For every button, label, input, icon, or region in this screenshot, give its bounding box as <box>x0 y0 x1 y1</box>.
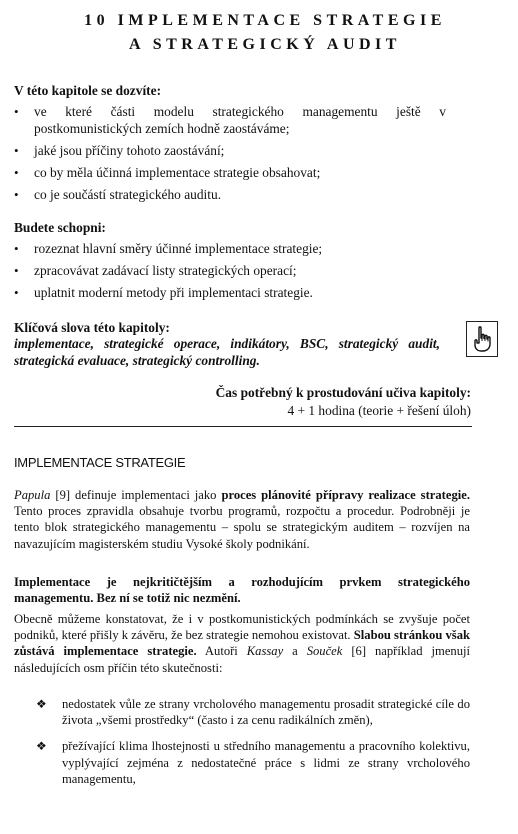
keywords-text: implementace, strategické operace, indikátory, BSC, strategický audit, strategická evaluace, strategický controlling. <box>14 336 440 368</box>
list-item: • rozeznat hlavní směry účinné implementace strategie; <box>14 241 323 256</box>
study-time-heading: Čas potřebný k prostudování učiva kapitoly: <box>215 385 471 400</box>
chapter-title-line1: 10 IMPLEMENTACE STRATEGIE <box>84 12 446 29</box>
chapter-title-line2: A STRATEGICKÝ AUDIT <box>129 36 401 53</box>
list-item: • co je součástí strategického auditu. <box>14 187 222 202</box>
list-item: • zpracovávat zadávací listy strategických operací; <box>14 263 297 278</box>
divider <box>14 426 472 427</box>
list-item: • uplatnit moderní metody při implementaci strategie. <box>14 285 313 300</box>
able-list <box>14 240 446 306</box>
bullet-icon: • <box>14 104 19 119</box>
list-item: • ve které části modelu strategického managementu ještě v postkomunistických zemích hodně zaostáváme; <box>14 104 446 136</box>
paragraph-definition: Papula [9] definuje implementaci jako proces plánovité přípravy realizace strategie. Tento proces zpravidla obsahuje tvorbu programů, rozpočtu a procedur. Podrobněji je tento blok strategického managementu – spolu se strategickým auditem – rozvíjen na navazujícím magisterském studiu Vysoké školy podnikání. <box>14 488 470 551</box>
paragraph-general: Obecně můžeme konstatovat, že i v postkomunistických podmínkách se zvyšuje počet podniků, které přišly k závěru, že bez strategie nemohou existovat. Slabou stránkou však zůstává implementace strategie. Autoři Kassay a Souček [6] například jmenují následujících osm příčin této skutečnosti: <box>14 612 470 675</box>
bullet-icon: • <box>14 165 19 180</box>
author-soucek: Souček <box>306 644 343 659</box>
pointing-hand-glyph <box>471 325 493 353</box>
list-item: ❖ nedostatek vůle ze strany vrcholového managementu prosadit strategické cíle do života „všemi prostředky“ (často i za cenu radikálních změn), <box>36 697 470 728</box>
learn-list <box>14 103 446 208</box>
keywords-heading: Klíčová slova této kapitoly: <box>14 320 170 335</box>
bullet-icon: • <box>14 143 19 158</box>
bullet-icon: • <box>14 187 19 202</box>
diamond-bullet-icon: ❖ <box>36 697 47 711</box>
section-heading: IMPLEMENTACE STRATEGIE <box>14 455 186 470</box>
able-heading: Budete schopni: <box>14 220 106 235</box>
bullet-icon: • <box>14 285 19 300</box>
author-papula: Papula <box>14 488 51 502</box>
list-item: • co by měla účinná implementace strategie obsahovat; <box>14 165 321 180</box>
pointing-hand-icon <box>466 321 498 357</box>
diamond-bullet-icon: ❖ <box>36 739 47 754</box>
study-time-value: 4 + 1 hodina (teorie + řešení úloh) <box>287 403 471 418</box>
paragraph-key-statement: Implementace je nejkritičtějším a rozhodujícím prvkem strategického managementu. Bez ní se totiž nic nezmění. <box>14 575 470 606</box>
list-item: • jaké jsou příčiny tohoto zaostávání; <box>14 143 225 158</box>
bullet-icon: • <box>14 241 19 256</box>
author-kassay: Kassay <box>246 644 284 659</box>
bullet-icon: • <box>14 263 19 278</box>
reasons-list <box>36 696 470 797</box>
list-item: ❖ přežívající klima lhostejnosti u středního managementu a pracovního kolektivu, vyplývající zejména z nedostatečné práce s lidmi ze strany vrcholového managementu, <box>36 739 470 786</box>
learn-heading: V této kapitole se dozvíte: <box>14 83 162 98</box>
